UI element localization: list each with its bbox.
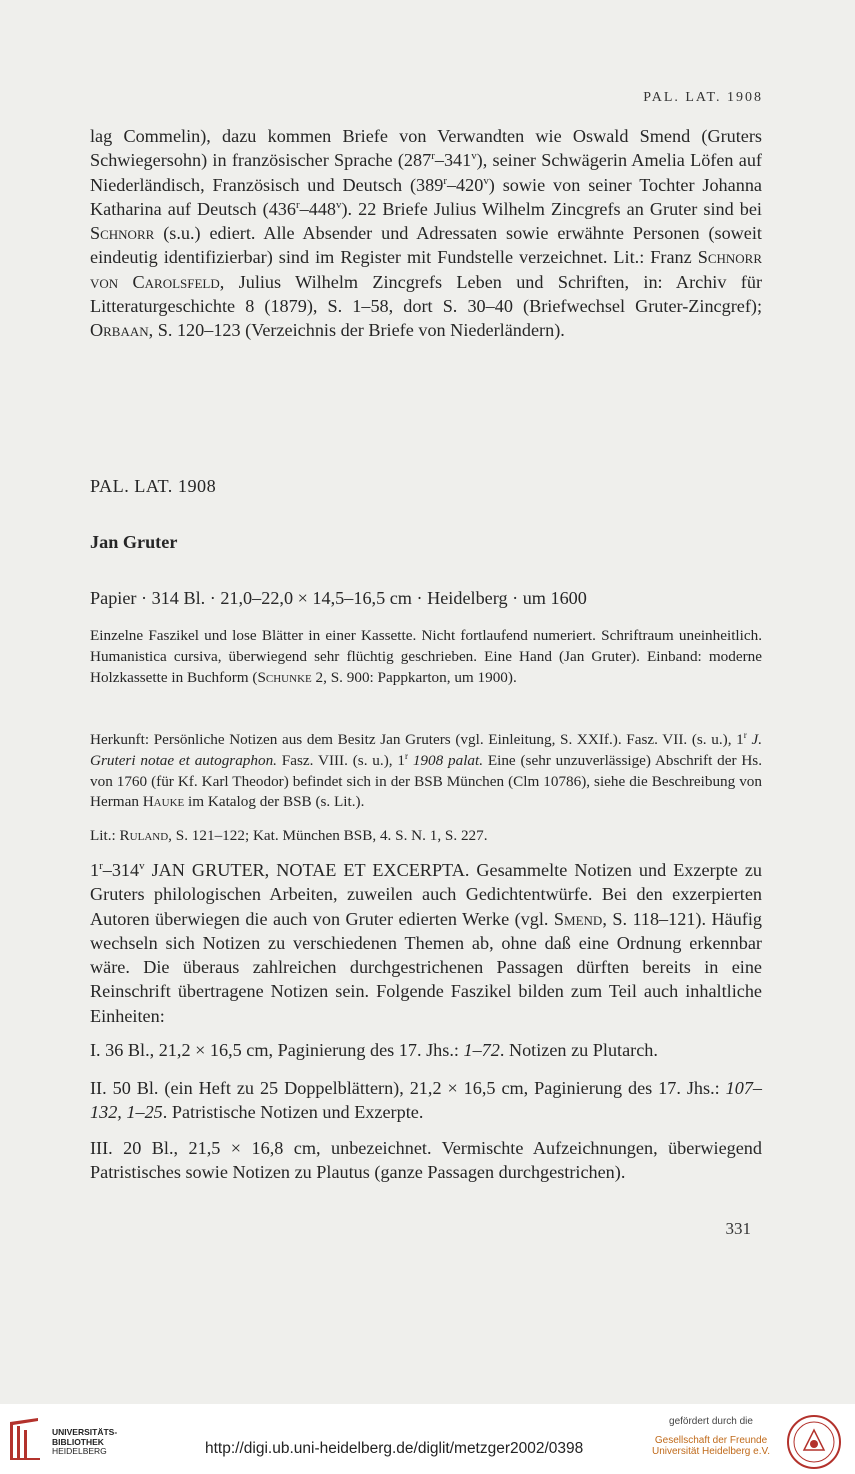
physical-description: Papier · 314 Bl. · 21,0–22,0 × 14,5–16,5 cm · Heidelberg · um 1600	[90, 588, 587, 608]
fascicle-3: III. 20 Bl., 21,5 × 16,8 cm, unbezeichnet. Vermischte Aufzeichnungen, überwiegend Patristisches sowie Notizen zu Plautus (ganze Passagen durchgestrichen).	[90, 1138, 762, 1183]
provenance-paragraph: Herkunft: Persönliche Notizen aus dem Besitz Jan Gruters (vgl. Einleitung, S. XXIf.). Fasz. VII. (s. u.), 1$^r$ J. Gruteri notae et autographon. Fasz. VIII. (s. u.), 1$^r$ 1908 palat. Eine (sehr unzuverlässige) Abschrift der Hs. von 1760 (für Kf. Karl Theodor) befindet sich in der BSB München (Clm 10786), siehe die Beschreibung von Herman Hauke im Katalog der BSB (s. Lit.).	[90, 729, 762, 811]
fascicle-1: I. 36 Bl., 21,2 × 16,5 cm, Paginierung des 17. Jhs.: 1–72. Notizen zu Plutarch.	[90, 1040, 658, 1060]
sponsor-credit: gefördert durch die Gesellschaft der Freunde Universität Heidelberg e.V.	[651, 1416, 771, 1457]
permalink-url[interactable]: http://digi.ub.uni-heidelberg.de/diglit/metzger2002/0398	[205, 1440, 584, 1457]
running-head: PAL. LAT. 1908	[643, 90, 763, 105]
content-paragraph: 1$^r$–314$^v$ JAN GRUTER, NOTAE ET EXCERPTA. Gesammelte Notizen und Exzerpte zu Gruters philologischen Arbeiten, zuweilen auch Gedichtentwürfe. Bei den exzerpierten Autoren überwiegen die auch von Gruter edierten Werke (vgl. Smend, S. 118–121). Häufig wechseln sich Notizen zu verschiedenen Themen ab, ohne daß eine Ordnung erkennbar wäre. Die überaus zahlreichen durchgestrichenen Passagen dürften bereits in eine Reinschrift übertragene Notizen sein. Folgende Faszikel bilden zum Teil auch inhaltliche Einheiten:	[90, 859, 762, 1026]
shelfmark-heading: PAL. LAT. 1908	[90, 476, 217, 496]
intro-paragraph: lag Commelin), dazu kommen Briefe von Verwandten wie Oswald Smend (Gruters Schwiegersohn) in französischer Sprache (287$^r$–341$^v$), seiner Schwägerin Amelia Löfen auf Niederländisch, Französisch und Deutsch (389$^r$–420$^v$) sowie von seiner Tochter Johanna Katharina auf Deutsch (436$^r$–448$^v$). 22 Briefe Julius Wilhelm Zincgrefs an Gruter sind bei Schnorr (s.u.) ediert. Alle Absender und Adressaten sowie erwähnte Personen (soweit eindeutig identifizierbar) sind im Register mit Fundstelle verzeichnet. Lit.: Franz Schnorr von Carolsfeld, Julius Wilhelm Zincgrefs Leben und Schriften, in: Archiv für Litteraturgeschichte 8 (1879), S. 1–58, dort S. 30–40 (Briefwechsel Gruter-Zincgref); Orbaan, S. 120–123 (Verzeichnis der Briefe von Niederländern).	[90, 126, 762, 341]
author-heading: Jan Gruter	[90, 532, 178, 552]
fascicle-2: II. 50 Bl. (ein Heft zu 25 Doppelblättern), 21,2 × 16,5 cm, Paginierung des 17. Jhs.: 107–132, 1–25. Patristische Notizen und Exzerpte.	[90, 1078, 762, 1123]
university-seal-icon	[786, 1414, 842, 1470]
codicological-description: Einzelne Faszikel und lose Blätter in einer Kassette. Nicht fortlaufend numeriert. Schriftraum uneinheitlich. Humanistica cursiva, überwiegend sehr flüchtig geschrieben. Eine Hand (Jan Gruter). Einband: moderne Holzkassette in Buchform (Schunke 2, S. 900: Pappkarton, um 1900).	[90, 627, 762, 686]
literature-line: Lit.: Ruland, S. 121–122; Kat. München BSB, 4. S. N. 1, S. 227.	[90, 827, 488, 844]
library-name: UNIVERSITÄTS- BIBLIOTHEK HEIDELBERG	[52, 1427, 118, 1456]
footer-bar	[0, 1404, 855, 1474]
page-number: 331	[725, 1219, 751, 1238]
library-logo-icon	[8, 1416, 48, 1464]
